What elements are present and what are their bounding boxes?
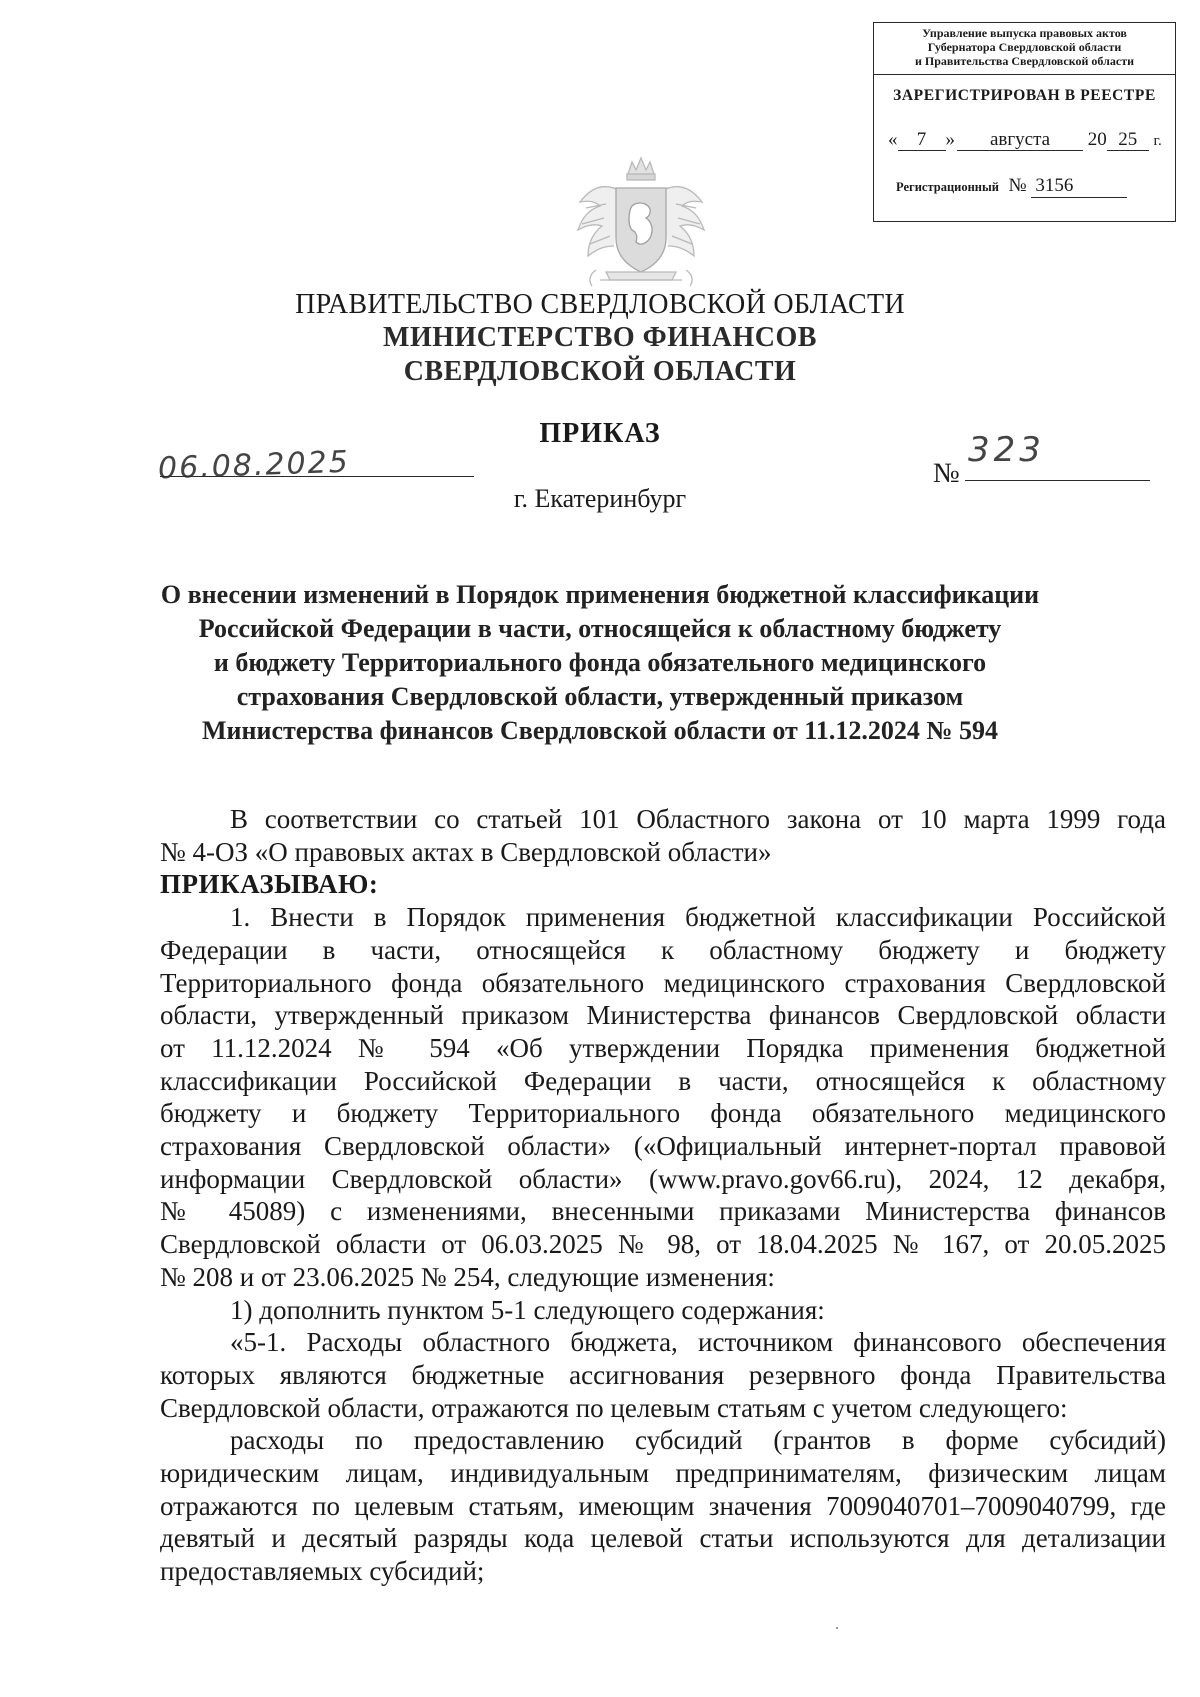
stamp-reg-number: 3156 [1031, 175, 1127, 198]
document-type: ПРИКАЗ [539, 418, 661, 449]
stamp-year-suffix: 25 [1107, 130, 1149, 151]
order-word: ПРИКАЗЫВАЮ: [160, 869, 379, 900]
paragraph-line: Свердловской области, отражаются по целевым статьям с учетом следующего: [160, 1392, 1068, 1423]
paragraph-line: классификации Российской Федерации в части, относящейся к областному [160, 1065, 1166, 1096]
date-underline [160, 476, 474, 477]
registry-stamp [873, 22, 1176, 222]
stamp-reg-label: Регистрационный [896, 180, 999, 194]
stamp-header-line: Губернатора Свердловской области [927, 40, 1122, 54]
number-underline [965, 480, 1150, 481]
paragraph-line: Свердловской области от 06.03.2025 № 98, от 18.04.2025 № 167, от 20.05.2025 [160, 1229, 1166, 1260]
paragraph-line: предоставляемых субсидий; [160, 1556, 485, 1587]
preamble-line: № 4-ОЗ «О правовых актах в Свердловской области» [160, 836, 772, 867]
paragraph-line: информации Свердловской области» (www.pravo.gov66.ru), 2024, 12 декабря, [160, 1163, 1166, 1194]
stamp-header [874, 23, 1175, 75]
title-line: О внесении изменений в Порядок применения бюджетной классификации [160, 580, 1040, 609]
title-line: Министерства финансов Свердловской области от 11.12.2024 № 594 [202, 716, 998, 745]
stamp-reg-no-sign: № [1008, 175, 1027, 196]
stamp-header-line: Управление выпуска правовых актов [922, 26, 1127, 40]
stamp-header-line: и Правительства Свердловской области [915, 54, 1134, 68]
stamp-day-close: » [945, 129, 955, 150]
title-line: страхования Свердловской области, утвержденный приказом [236, 682, 964, 711]
order-date: 06.08.2025 [157, 444, 351, 487]
scan-speck [836, 1627, 838, 1629]
title-line: Российской Федерации в части, относящейся к областному бюджету [198, 614, 1002, 643]
stamp-year-mark: г. [1153, 133, 1162, 149]
city: г. Екатеринбург [513, 484, 687, 513]
stamp-date [888, 129, 1167, 151]
document-title [0, 578, 1200, 748]
paragraph-line: которых являются бюджетные ассигнования резервного фонда Правительства [160, 1359, 1166, 1390]
paragraph-line: 1) дополнить пунктом 5-1 следующего содержания: [230, 1294, 825, 1325]
government-name: ПРАВИТЕЛЬСТВО СВЕРДЛОВСКОЙ ОБЛАСТИ [295, 289, 905, 320]
stamp-registration [896, 175, 1127, 198]
paragraph-line: 1. Внести в Порядок применения бюджетной классификации Российской [230, 902, 1166, 933]
paragraph-line: Федерации в части, относящейся к областному бюджету и бюджету [160, 934, 1166, 965]
paragraph-line: бюджету и бюджету Территориального фонда обязательного медицинского [160, 1098, 1166, 1129]
paragraph-line: отражаются по целевым статьям, имеющим значения 7009040701–7009040799, где [160, 1490, 1166, 1521]
stamp-year-prefix: 20 [1087, 129, 1107, 150]
paragraph-line: Территориального фонда обязательного медицинского страхования Свердловской [160, 967, 1166, 998]
paragraph-line: от 11.12.2024 № 594 «Об утверждении Порядка применения бюджетной [160, 1032, 1166, 1063]
stamp-day: 7 [898, 130, 946, 151]
ministry-name: МИНИСТЕРСТВО ФИНАНСОВ [383, 322, 817, 353]
stamp-day-open: « [888, 129, 898, 150]
paragraph-line: расходы по предоставлению субсидий (грантов в форме субсидий) [230, 1425, 1166, 1456]
stamp-title: ЗАРЕГИСТРИРОВАН В РЕЕСТРЕ [893, 87, 1156, 104]
stamp-month: августа [957, 130, 1083, 151]
paragraph-line: «5-1. Расходы областного бюджета, источником финансового обеспечения [230, 1327, 1166, 1358]
paragraph-line: № 45089) с изменениями, внесенными приказами Министерства финансов [160, 1196, 1166, 1227]
document-body [160, 803, 1166, 1588]
paragraph-line: юридическим лицам, индивидуальным предпринимателям, физическим лицам [160, 1458, 1166, 1489]
coat-of-arms-icon [566, 152, 716, 290]
title-line: и бюджету Территориального фонда обязательного медицинского [213, 648, 987, 677]
order-number: 323 [968, 430, 1045, 470]
paragraph-line: области, утвержденный приказом Министерства финансов Свердловской области [160, 1000, 1166, 1031]
preamble-line: В соответствии со статьей 101 Областного закона от 10 марта 1999 года [230, 804, 1166, 834]
order-number-label: № [933, 458, 960, 489]
ministry-region: СВЕРДЛОВСКОЙ ОБЛАСТИ [403, 356, 797, 387]
paragraph-line: страхования Свердловской области» («Официальный интернет-портал правовой [160, 1131, 1166, 1162]
paragraph-line: девятый и десятый разряды кода целевой статьи используются для детализации [160, 1523, 1166, 1554]
paragraph-line: № 208 и от 23.06.2025 № 254, следующие изменения: [160, 1261, 775, 1292]
